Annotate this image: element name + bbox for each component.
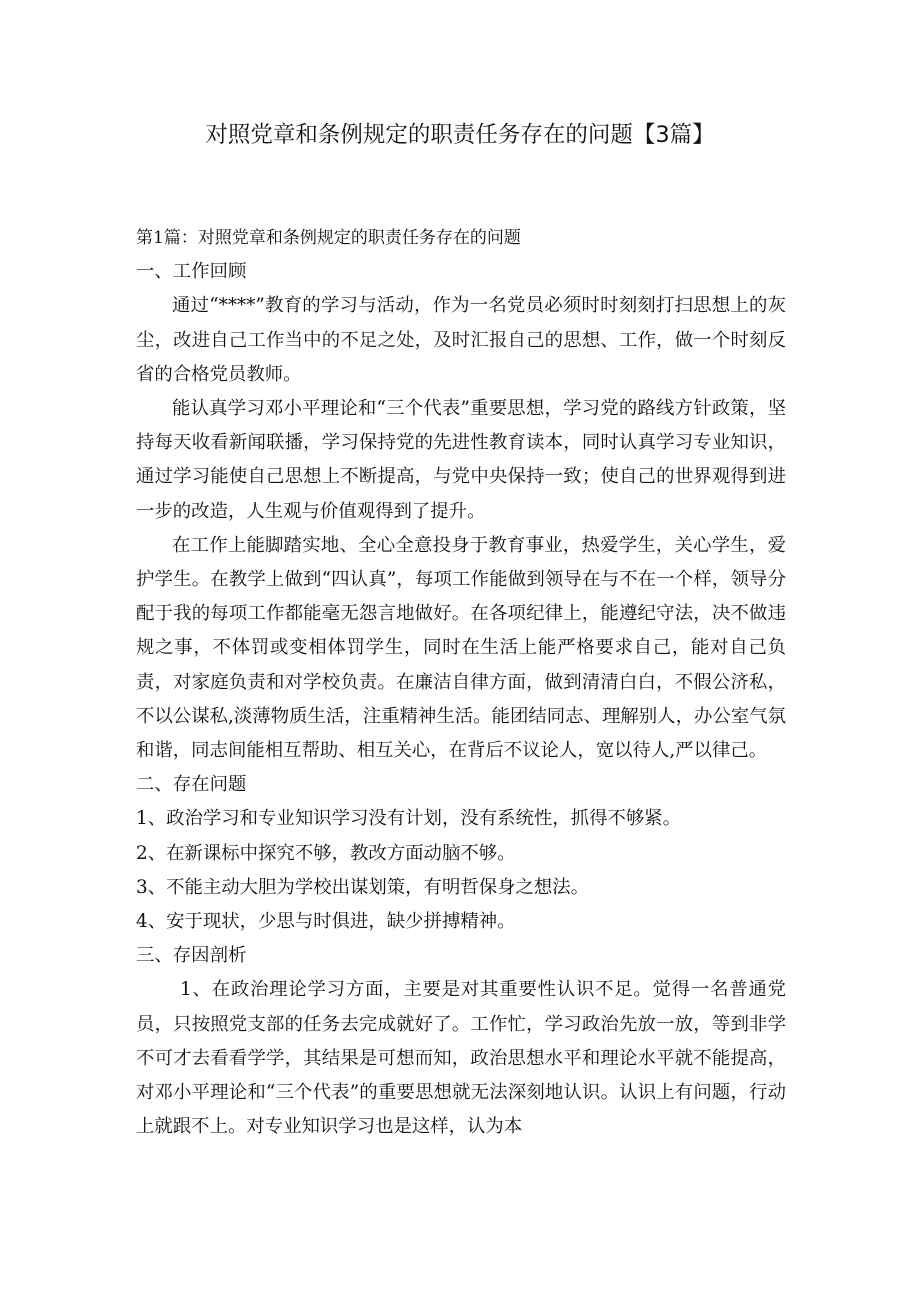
section-heading-problems: 二、存在问题 bbox=[136, 774, 247, 796]
section-heading-review: 一、工作回顾 bbox=[136, 261, 247, 283]
list-item: 1、政治学习和专业知识学习没有计划，没有系统性，抓得不够紧。 bbox=[136, 808, 682, 830]
document-title: 对照党章和条例规定的职责任务存在的问题【3篇】 bbox=[205, 122, 715, 148]
paragraph: 1、在政治理论学习方面，主要是对其重要性认识不足。觉得一名普通党员，只按照党支部的任务去完成就好了。工作忙，学习政治先放一放，等到非学不可才去看看学学，其结果是可想而知，政治思想水平和理论水平就不能提高，对邓小平理论和“三个代表”的重要思想就无法深刻地认识。认识上有问题，行动上就跟不上。对专业知识学习也是这样，认为本 bbox=[136, 979, 786, 1138]
list-item: 2、在新课标中探究不够，教改方面动脑不够。 bbox=[136, 842, 516, 864]
list-item: 3、不能主动大胆为学校出谋划策，有明哲保身之想法。 bbox=[136, 876, 590, 898]
section-heading-analysis: 三、存因剖析 bbox=[136, 945, 247, 967]
paragraph: 在工作上能脚踏实地、全心全意投身于教育事业，热爱学生，关心学生，爱护学生。在教学上做到“四认真”，每项工作能做到领导在与不在一个样，领导分配于我的每项工作都能毫无怨言地做好。在各项纪律上，能遵纪守法，决不做违规之事，不体罚或变相体罚学生，同时在生活上能严格要求自己，能对自己负责，对家庭负责和对学校负责。在廉洁自律方面，做到清清白白，不假公济私，不以公谋私,淡薄物质生活，注重精神生活。能团结同志、理解别人，办公室气氛和谐，同志间能相互帮助、相互关心，在背后不议论人，宽以待人,严以律己。 bbox=[136, 534, 786, 762]
list-item: 4、安于现状，少思与时俱进，缺少拼搏精神。 bbox=[136, 911, 516, 933]
document-body bbox=[136, 221, 786, 1144]
chapter-title: 第1篇：对照党章和条例规定的职责任务存在的问题 bbox=[136, 228, 521, 248]
paragraph: 通过“****”教育的学习与活动，作为一名党员必须时时刻刻打扫思想上的灰尘，改进自己工作当中的不足之处，及时汇报自己的思想、工作，做一个时刻反省的合格党员教师。 bbox=[136, 295, 786, 385]
paragraph: 能认真学习邓小平理论和“三个代表”重要思想，学习党的路线方针政策，坚持每天收看新闻联播，学习保持党的先进性教育读本，同时认真学习专业知识，通过学习能使自己思想上不断提高，与党中央保持一致；使自己的世界观得到进一步的改造，人生观与价值观得到了提升。 bbox=[136, 398, 786, 522]
